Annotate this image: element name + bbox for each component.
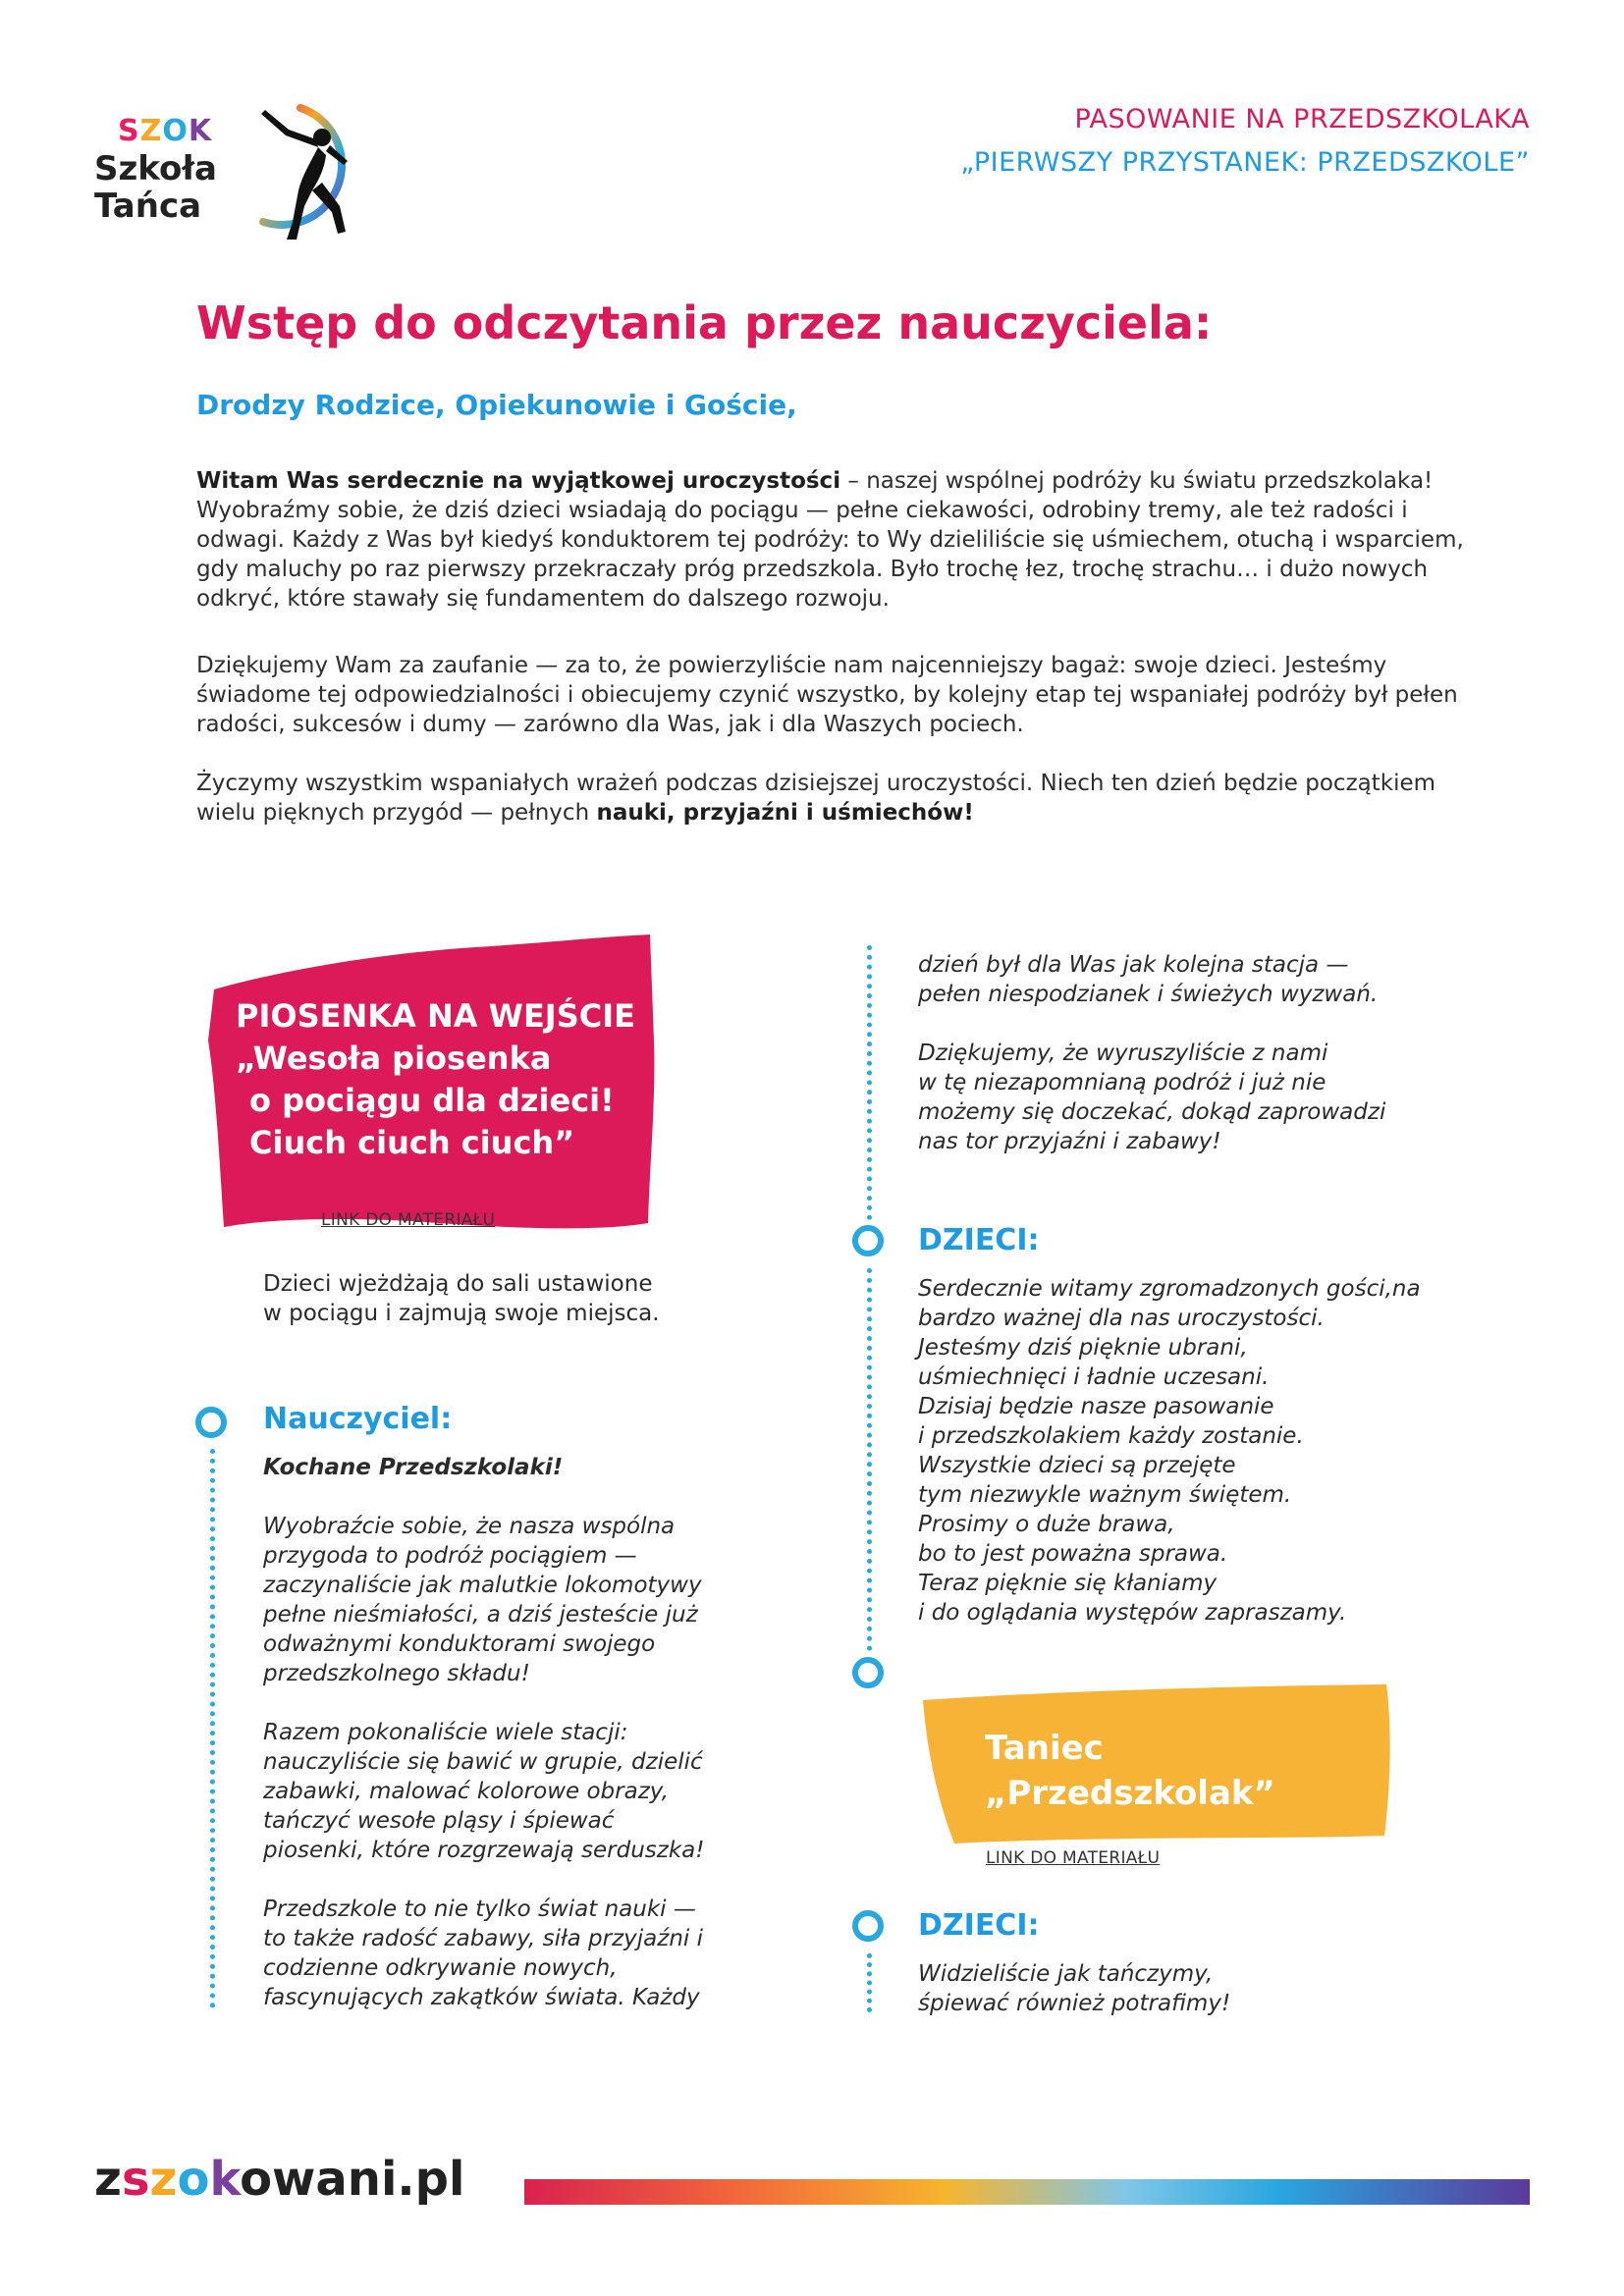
teacher-line [918, 1009, 1468, 1039]
song-title-line-2: „Wesoła piosenka [236, 1040, 552, 1077]
header-title-line-2: „PIERWSZY PRZYSTANEK: PRZEDSZKOLE” [960, 147, 1530, 178]
poem-line: bo to jest poważna sprawa. [918, 1541, 1228, 1567]
logo-letter: K [188, 114, 213, 148]
teacher-line [263, 1865, 774, 1895]
poem-line: Dzisiaj będzie nasze pasowanie [918, 1394, 1274, 1419]
poem-line: Wszystkie dzieci są przejęte [918, 1453, 1236, 1478]
teacher-line [263, 1688, 774, 1718]
logo-letter: O [162, 114, 189, 148]
poem-line: tym niezwykle ważnym świętem. [918, 1482, 1292, 1508]
teacher-heading: Nauczyciel: [263, 1402, 453, 1436]
url-part: owani.pl [240, 2152, 465, 2207]
teacher-line: pełen niespodzianek i świeżych wyzwań. [918, 982, 1379, 1007]
timeline-dotted-line [867, 1953, 872, 2012]
poem-line: Serdecznie witamy zgromadzonych gości,na [918, 1276, 1421, 1302]
logo-line-1: Szkoła [94, 149, 217, 188]
teacher-line: Przedszkole to nie tylko świat nauki — [263, 1896, 696, 1922]
header-title-line-1: PASOWANIE NA PRZEDSZKOLAKA [1074, 104, 1530, 134]
intro-paragraph-1-bold: Witam Was serdecznie na wyjątkowej uroczystości [196, 468, 841, 494]
dance-title [985, 1726, 1275, 1816]
url-part: z [149, 2152, 178, 2207]
teacher-line: tańczyć wesołe pląsy i śpiewać [263, 1808, 615, 1834]
poem-line: i do oglądania występów zapraszamy. [918, 1600, 1347, 1626]
teacher-line: Dziękujemy, że wyruszyliście z nami [918, 1041, 1328, 1066]
timeline-circle-icon [852, 1657, 884, 1688]
teacher-line: Kochane Przedszkolaki! [263, 1455, 564, 1480]
poem-line: Teraz pięknie się kłaniamy [918, 1571, 1218, 1596]
teacher-line: codzienne odkrywanie nowych, [263, 1955, 618, 1981]
teacher-line: to także radość zabawy, siła przyjaźni i [263, 1926, 703, 1951]
teacher-line: dzień był dla Was jak kolejna stacja — [918, 952, 1349, 978]
teacher-line: Razem pokonaliście wiele stacji: [263, 1720, 628, 1745]
footer-gradient-bar [524, 2179, 1530, 2205]
song-description-line-2: w pociągu i zajmują swoje miejsca. [263, 1301, 660, 1326]
poem-line: Prosimy o duże brawa, [918, 1512, 1175, 1537]
url-part: k [209, 2152, 241, 2207]
dance-title-line-1: Taniec [985, 1729, 1104, 1768]
url-part: s [121, 2152, 150, 2207]
teacher-speech [263, 1453, 774, 2012]
song-title-line-1: PIOSENKA NA WEJŚCIE [236, 997, 635, 1035]
children-heading-2: DZIECI: [918, 1908, 1040, 1943]
teacher-line: nas tor przyjaźni i zabawy! [918, 1129, 1221, 1154]
logo [94, 96, 359, 243]
teacher-line: zaczynaliście jak malutkie lokomotywy [263, 1573, 702, 1598]
poem-line: śpiewać również potrafimy! [918, 1991, 1231, 2016]
dance-material-link[interactable]: LINK DO MATERIAŁU [986, 1848, 1161, 1868]
timeline-circle-icon [852, 1910, 884, 1942]
timeline-dotted-line [867, 945, 872, 1220]
teacher-line: przedszkolnego składu! [263, 1661, 530, 1686]
url-part: z [94, 2152, 122, 2207]
teacher-line: możemy się doczekać, dokąd zaprowadzi [918, 1099, 1386, 1125]
children-poem [918, 1274, 1468, 1628]
timeline-dotted-line [210, 1449, 215, 2008]
song-description [263, 1269, 715, 1328]
intro-paragraph-1-text: – naszej wspólnej podróży ku światu przedszkolaka! Wyobraźmy sobie, że dziś dzieci wsiadają do pociągu — pełne ciekawości, odrobiny tremy, ale też radości i odwagi. Każdy z Was był kiedyś konduktorem tej podróży: to Wy dzieliliście się uśmiechem, otuchą i wsparciem, gdy maluchy po raz pierwszy przekraczały próg przedszkola. Było trochę łez, trochę strachu… i dużo nowych odkryć, które stawały się fundamentem do dalszego rozwoju. [196, 468, 1464, 612]
dance-title-line-2: „Przedszkolak” [985, 1774, 1275, 1813]
teacher-line: zabawki, malować kolorowe obrazy, [263, 1779, 669, 1804]
logo-line-2: Tańca [94, 187, 202, 226]
page-title: Wstęp do odczytania przez nauczyciela: [196, 296, 1213, 349]
intro-paragraph-2: Dziękujemy Wam za zaufanie — za to, że powierzyliście nam najcenniejszy bagaż: swoje dzieci. Jesteśmy świadome tej odpowiedzialności i obiecujemy czynić wszystko, by kolejny etap tej wspaniałej podróży był pełen radości, sukcesów i dumy — zarówno dla Was, jak i dla Waszych pociech. [196, 653, 1458, 737]
song-title-line-3: o pociągu dla dzieci! [249, 1082, 615, 1119]
poem-line: Jesteśmy dziś pięknie ubrani, [918, 1335, 1248, 1361]
song-title [236, 995, 648, 1164]
footer-url[interactable] [94, 2152, 464, 2207]
poem-line: Widzieliście jak tańczymy, [918, 1961, 1214, 1987]
intro-paragraph-3-text: Życzymy wszystkim wspaniałych wrażeń podczas dzisiejszej uroczystości. Niech ten dzień będzie początkiem wielu pięknych przygód — pełnych [196, 771, 1436, 826]
teacher-line: w tę niezapomnianą podróż i już nie [918, 1070, 1326, 1095]
song-description-line-1: Dzieci wjeżdżają do sali ustawione [263, 1271, 653, 1297]
timeline-dotted-line [867, 1268, 872, 1651]
song-material-link[interactable]: LINK DO MATERIAŁU [321, 1210, 496, 1230]
logo-letter: Z [139, 114, 163, 148]
url-part: o [177, 2152, 210, 2207]
logo-letter: S [118, 114, 140, 148]
teacher-line: Wyobraźcie sobie, że nasza wspólna [263, 1514, 676, 1539]
teacher-line [263, 1482, 774, 1512]
poem-line: bardzo ważnej dla nas uroczystości. [918, 1306, 1325, 1331]
greeting: Drodzy Rodzice, Opiekunowie i Goście, [196, 389, 797, 421]
teacher-line: przygoda to podróż pociągiem — [263, 1543, 637, 1569]
intro-paragraph-3-bold: nauki, przyjaźni i uśmiechów! [596, 800, 974, 826]
intro-paragraph-1 [196, 466, 1473, 614]
poem-line: uśmiechnięci i ładnie uczesani. [918, 1364, 1270, 1390]
logo-szok-text [118, 114, 212, 148]
timeline-circle-icon [195, 1407, 227, 1438]
timeline-circle-icon [852, 1225, 884, 1256]
intro-paragraph-3 [196, 769, 1473, 828]
teacher-line: pełne nieśmiałości, a dziś jesteście już [263, 1602, 698, 1628]
children-heading: DZIECI: [918, 1223, 1040, 1257]
poem-line: i przedszkolakiem każdy zostanie. [918, 1423, 1304, 1449]
teacher-line: piosenki, które rozgrzewają serduszka! [263, 1838, 705, 1863]
children-poem-2 [918, 1959, 1468, 2018]
teacher-line: odważnymi konduktorami swojego [263, 1631, 656, 1657]
teacher-line: fascynujących zakątków świata. Każdy [263, 1985, 700, 2010]
song-title-line-4: Ciuch ciuch ciuch” [249, 1124, 575, 1161]
dancer-icon [242, 96, 359, 243]
teacher-speech-continued [918, 950, 1468, 1156]
teacher-line: nauczyliście się bawić w grupie, dzielić [263, 1749, 703, 1775]
